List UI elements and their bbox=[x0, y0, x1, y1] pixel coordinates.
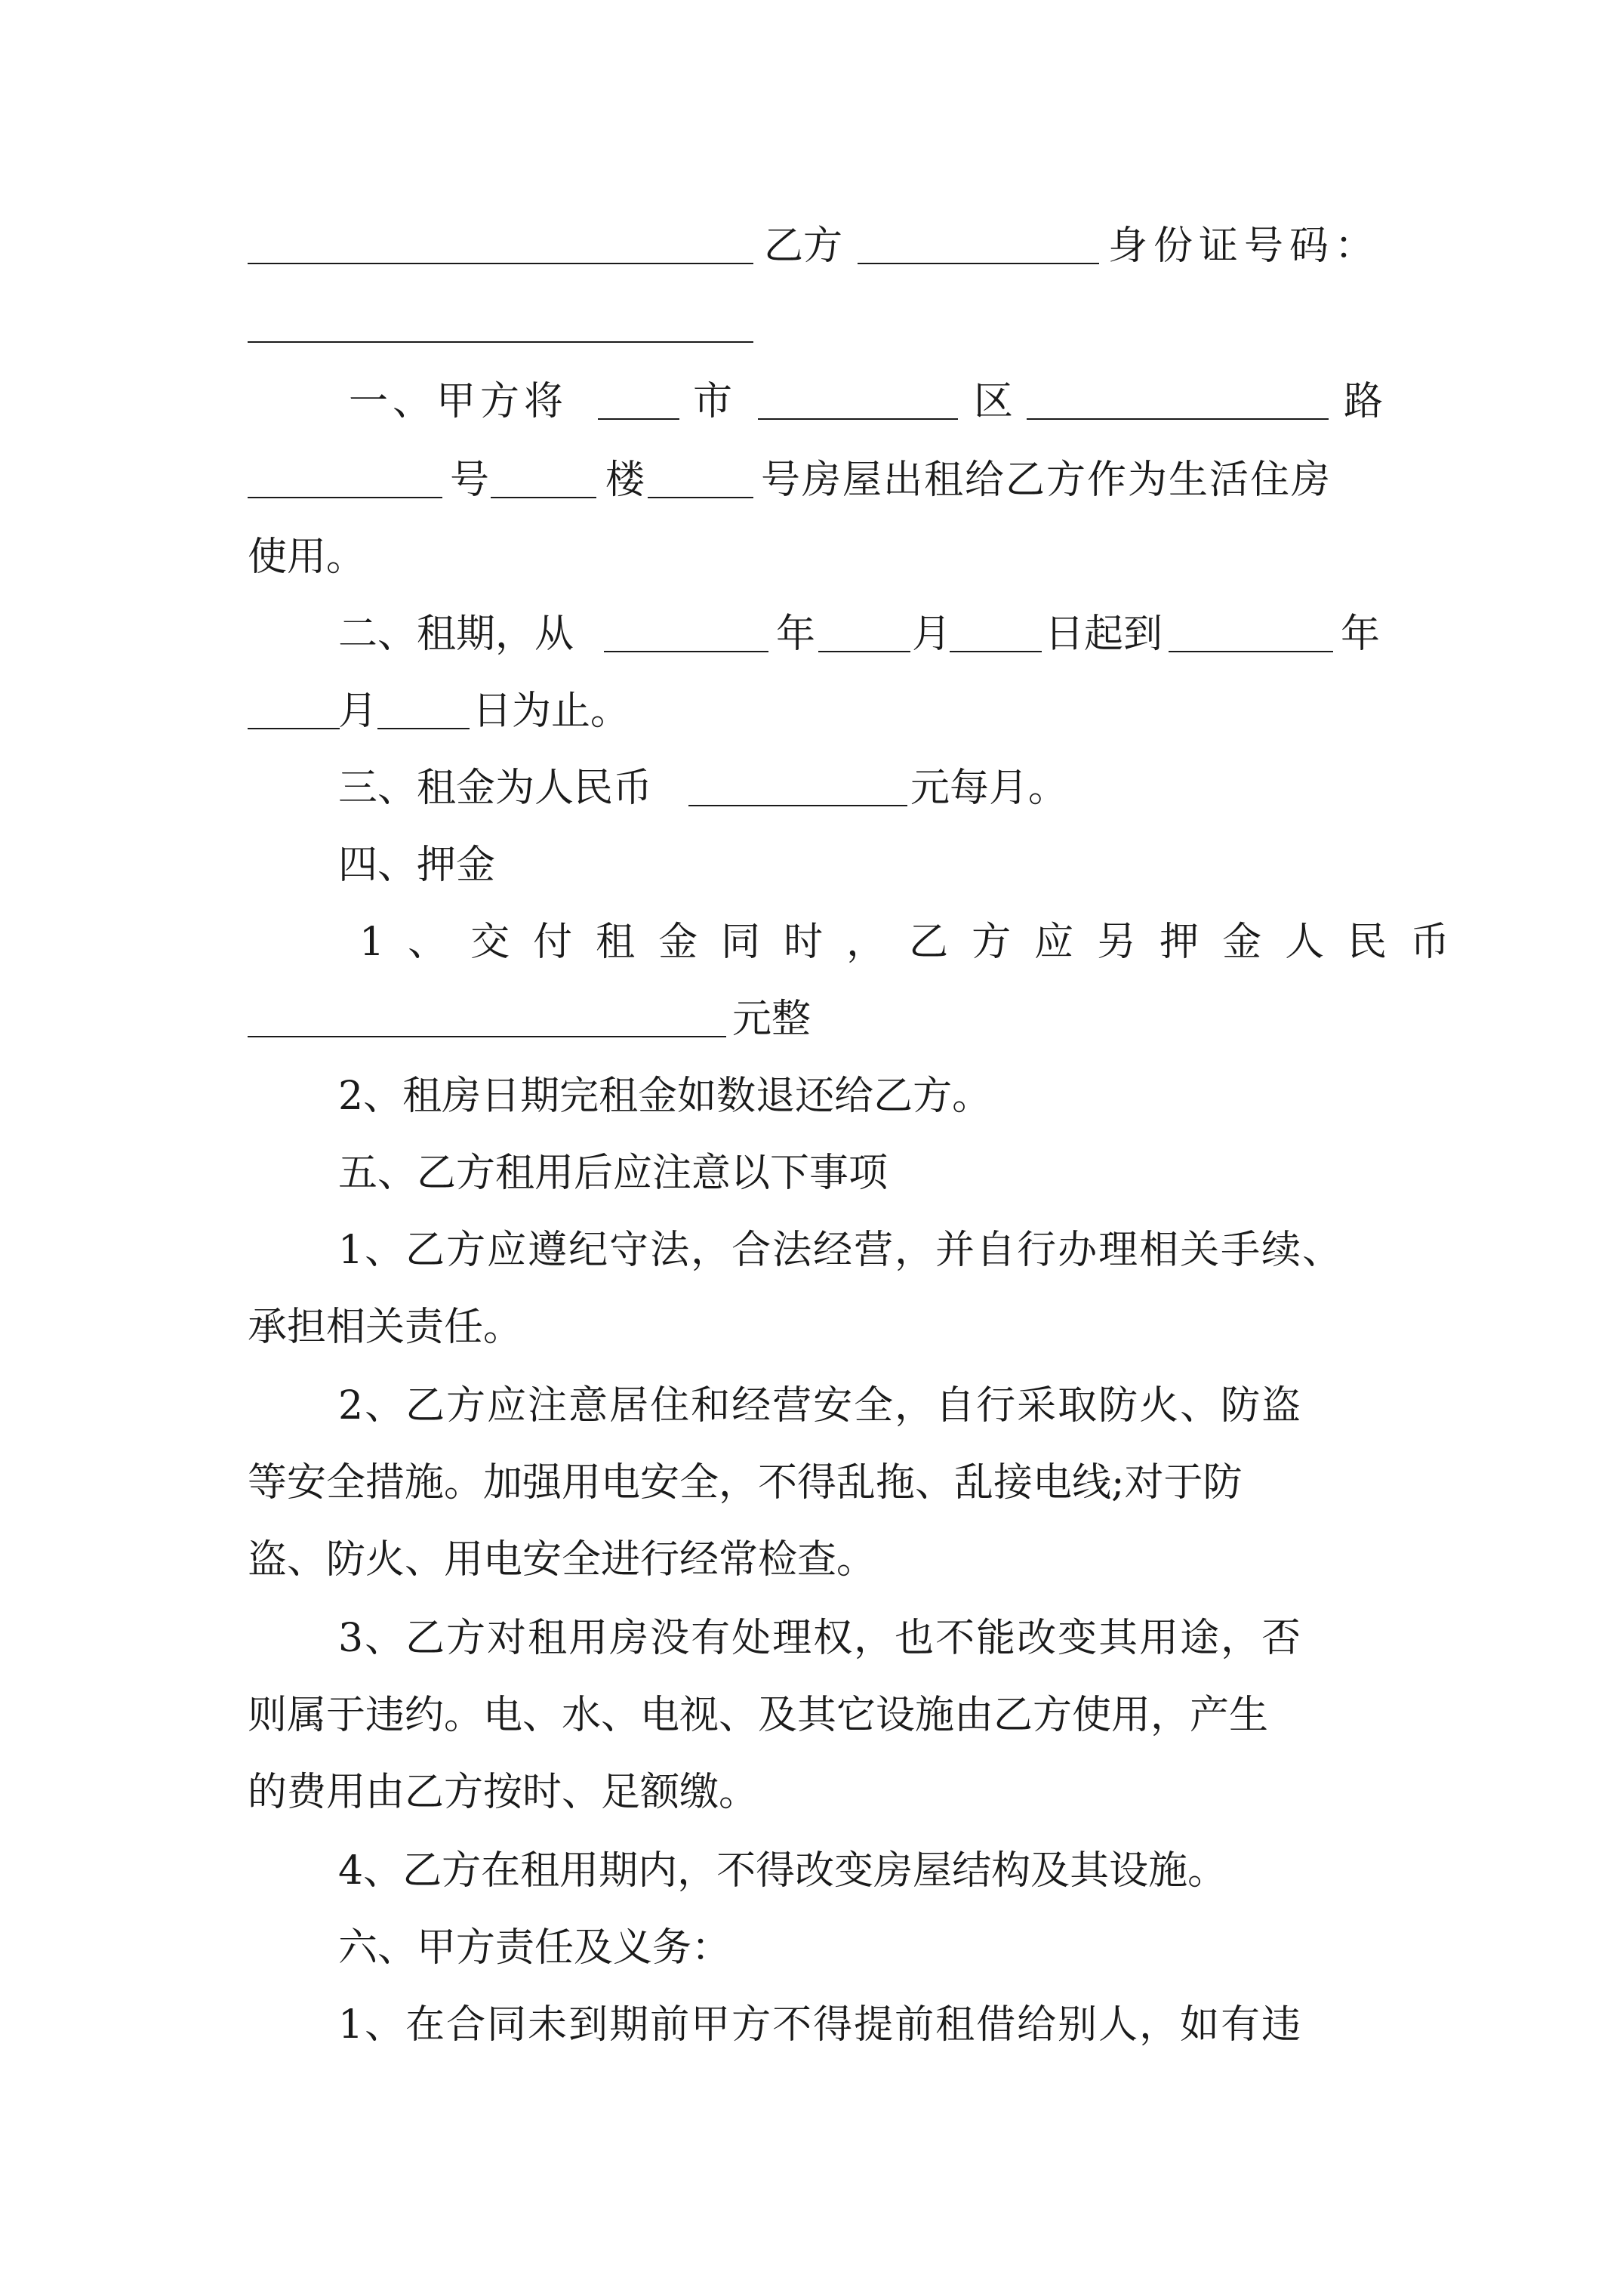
notice-heading: 五、乙方租用后应注意以下事项 bbox=[338, 1151, 888, 1196]
clause-4-heading bbox=[0, 835, 1623, 895]
notice-item-1-line-2: 承担相关责任。 bbox=[248, 1305, 523, 1350]
clause-5-item-1-line-2 bbox=[0, 1297, 1623, 1358]
clause-2-line-2 bbox=[0, 681, 1623, 741]
deposit-amount-blank[interactable] bbox=[248, 989, 726, 1037]
clause-5-item-2-line-3 bbox=[0, 1530, 1623, 1590]
notice-item-4: 4、乙方在租用期内，不得改变房屋结构及其设施。 bbox=[338, 1848, 1227, 1894]
clause-5-item-1-line-1 bbox=[0, 1220, 1623, 1281]
id-number-blank[interactable] bbox=[248, 294, 753, 343]
end-year-label: 年 bbox=[1341, 612, 1381, 657]
clause-5-heading bbox=[0, 1143, 1623, 1203]
clause-2-prefix: 二、租期，从 bbox=[338, 612, 574, 657]
clause-5-item-3-line-1 bbox=[0, 1608, 1623, 1669]
clause-1-prefix: 一、甲方将 bbox=[349, 379, 568, 424]
road-number-blank[interactable] bbox=[248, 450, 442, 498]
landlord-duties-heading: 六、甲方责任及义务： bbox=[338, 1925, 731, 1971]
clause-1-line-3 bbox=[0, 527, 1623, 587]
start-month-label: 月 bbox=[912, 612, 952, 657]
end-day-blank[interactable] bbox=[377, 681, 470, 729]
clause-4-item-2 bbox=[0, 1066, 1623, 1126]
deposit-item-2: 2、租房日期完租金如数退还给乙方。 bbox=[338, 1074, 992, 1119]
clause-6-item-1-line-1 bbox=[0, 1995, 1623, 2055]
building-label: 楼 bbox=[605, 458, 645, 503]
notice-item-2-line-3: 盗、防火、用电安全进行经常检查。 bbox=[248, 1537, 876, 1583]
clause-6-heading bbox=[0, 1918, 1623, 1978]
start-year-blank[interactable] bbox=[604, 604, 768, 652]
clause-1-line-1 bbox=[0, 371, 1623, 432]
notice-item-2-line-1: 2、乙方应注意居住和经营安全，自行采取防火、防盗 bbox=[338, 1383, 1303, 1428]
room-number-blank[interactable] bbox=[648, 450, 753, 498]
clause-1-continuation: 使用。 bbox=[248, 535, 366, 580]
city-blank[interactable] bbox=[598, 371, 679, 420]
notice-item-3-line-3: 的费用由乙方按时、足额缴。 bbox=[248, 1770, 759, 1815]
party-b-name-blank[interactable] bbox=[858, 216, 1099, 264]
clause-2-end: 日为止。 bbox=[473, 689, 630, 734]
notice-item-1-line-1: 1、乙方应遵纪守法，合法经营，并自行办理相关手续、 bbox=[338, 1228, 1344, 1273]
city-label: 市 bbox=[693, 379, 733, 424]
notice-item-2-line-2: 等安全措施。加强用电安全，不得乱拖、乱接电线;对于防 bbox=[248, 1460, 1243, 1505]
clause-3-prefix: 三、租金为人民币 bbox=[338, 766, 653, 811]
building-blank[interactable] bbox=[491, 450, 596, 498]
party-b-label: 乙方 bbox=[764, 223, 843, 269]
clause-2-line-1 bbox=[0, 604, 1623, 664]
landlord-duty-1-line-1: 1、在合同未到期前甲方不得提前租借给别人，如有违 bbox=[338, 2002, 1303, 2048]
district-label: 区 bbox=[974, 379, 1014, 424]
clause-4-item-1-line-1 bbox=[0, 912, 1623, 972]
end-month-blank[interactable] bbox=[248, 681, 340, 729]
id-number-line bbox=[0, 294, 1623, 355]
clause-5-item-2-line-1 bbox=[0, 1376, 1623, 1436]
notice-item-3-line-1: 3、乙方对租用房没有处理权，也不能改变其用途，否 bbox=[338, 1616, 1303, 1661]
party-a-blank[interactable] bbox=[248, 216, 753, 264]
clause-1-tail: 号房屋出租给乙方作为生活住房 bbox=[761, 458, 1332, 503]
deposit-item-1-suffix: 元整 bbox=[732, 997, 812, 1042]
deposit-heading: 四、押金 bbox=[338, 843, 496, 888]
clause-1-line-2 bbox=[0, 450, 1623, 510]
monthly-rent-blank[interactable] bbox=[688, 758, 907, 806]
road-blank[interactable] bbox=[1027, 371, 1329, 420]
notice-item-3-line-2: 则属于违约。电、水、电视、及其它设施由乙方使用，产生 bbox=[248, 1693, 1269, 1738]
clause-5-item-3-line-3 bbox=[0, 1762, 1623, 1823]
clause-5-item-3-line-2 bbox=[0, 1685, 1623, 1746]
clause-5-item-4 bbox=[0, 1841, 1623, 1901]
start-month-blank[interactable] bbox=[818, 604, 910, 652]
start-day-blank[interactable] bbox=[950, 604, 1042, 652]
id-number-label: 身份证号码： bbox=[1108, 223, 1381, 269]
day-to-label: 日起到 bbox=[1045, 612, 1163, 657]
clause-4-item-1-line-2 bbox=[0, 989, 1623, 1049]
clause-3-suffix: 元每月。 bbox=[910, 766, 1068, 811]
end-month-label: 月 bbox=[338, 689, 378, 734]
road-label: 路 bbox=[1344, 379, 1384, 424]
number-label: 号 bbox=[450, 458, 490, 503]
district-blank[interactable] bbox=[758, 371, 958, 420]
clause-5-item-2-line-2 bbox=[0, 1453, 1623, 1513]
end-year-blank[interactable] bbox=[1169, 604, 1333, 652]
deposit-item-1: 1、交付租金同时，乙方应另押金人民币 bbox=[359, 920, 1474, 965]
start-year-label: 年 bbox=[776, 612, 816, 657]
party-line bbox=[0, 216, 1623, 276]
clause-3-line bbox=[0, 758, 1623, 818]
